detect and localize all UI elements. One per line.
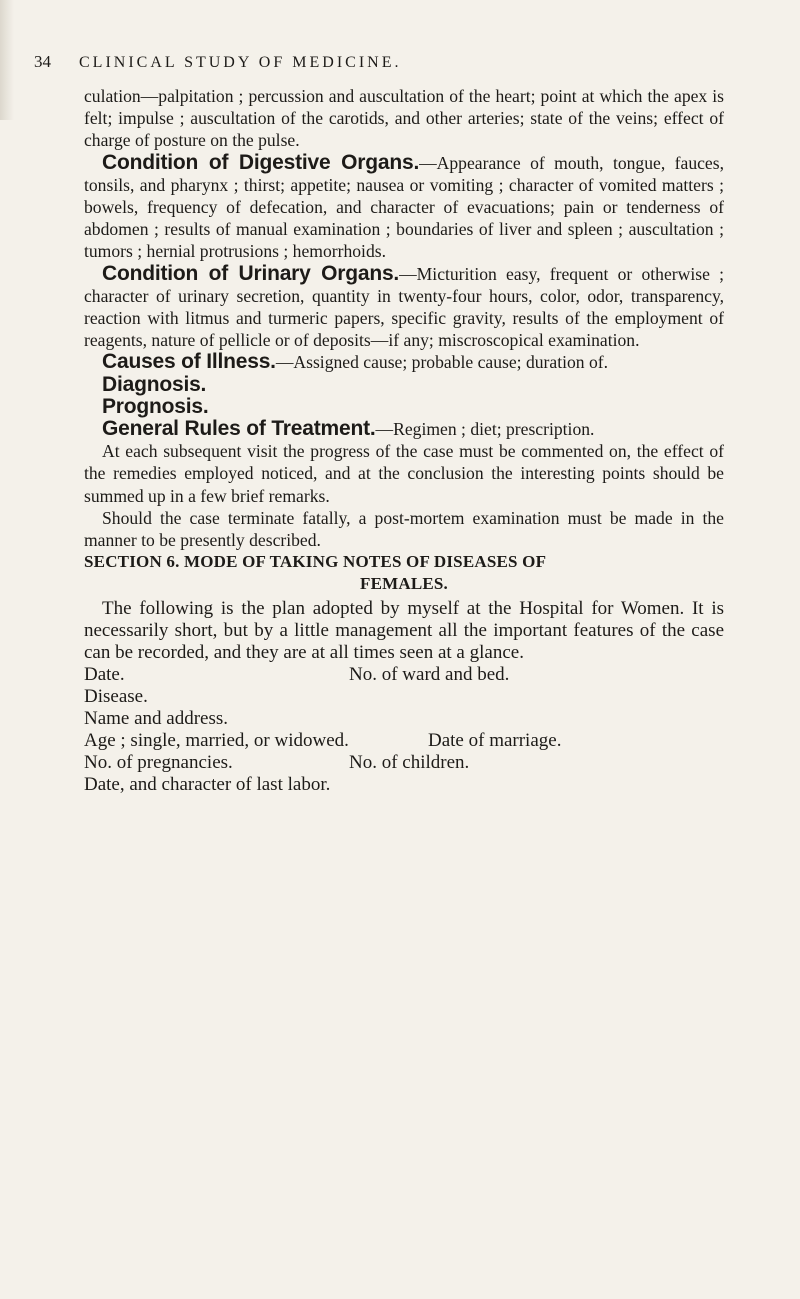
section-intro: The following is the plan adopted by myself at the Hospital for Women. It is necessarily short, but by a little management all the important features of the case can be recorded, and they are at all times seen at a glance. [84,597,724,663]
paragraph-digestive [84,152,724,263]
form-pregnancies: No. of pregnancies. [84,751,233,773]
text-causes: —Assigned cause; probable cause; duration of. [275,352,609,373]
form-children: No. of children. [349,751,470,773]
section-title [84,551,724,595]
paragraph-prognosis [84,396,724,418]
heading-digestive: Condition of Digestive Organs. [102,150,420,174]
page-edge-shadow [0,0,14,120]
form-name-address: Name and address. [84,707,229,729]
running-title: CLINICAL STUDY OF MEDICINE. [79,54,402,71]
form-age: Age ; single, married, or widowed. [84,729,349,751]
paragraph-causes [84,351,724,373]
text-digestive: —Appearance of mouth, tongue, fauces, tonsils, and pharynx ; thirst; appetite; nausea or vomiting ; character of vomited matters ; bowels, frequency of defecation, and character of evacuations; pain or tenderness of abdomen ; results of manual examination ; boundaries of liver and spleen ; auscultation ; tumors ; hernial protrusions ; hemorrhoids. [84,152,724,262]
notes-form [84,598,724,796]
paragraph-subsequent-visit: At each subsequent visit the progress of the case must be commented on, the effect of the remedies employed noticed, and at the conclusion the interesting points should be summed up in a few brief remarks. [84,441,724,506]
text-treatment: —Regimen ; diet; prescription. [375,419,595,440]
form-date: Date. [84,663,125,685]
paragraph-circulation: culation—palpitation ; percussion and auscultation of the heart; point at which the apex is felt; impulse ; auscultation of the carotids, and other arteries; state of the veins; effect of charge of posture on the pulse. [84,86,724,151]
section-title-line2: FEMALES. [359,574,449,594]
running-header [34,52,734,72]
form-ward-bed: No. of ward and bed. [349,663,510,685]
page-text [84,85,724,796]
section-title-line1: SECTION 6. MODE OF TAKING NOTES OF DISEASES OF [84,552,547,572]
heading-diagnosis: Diagnosis. [102,372,207,396]
heading-prognosis: Prognosis. [102,394,209,418]
form-row-date [84,664,724,686]
paragraph-fatal-case: Should the case terminate fatally, a post-mortem examination must be made in the manner to be presently described. [84,507,724,551]
paragraph-urinary [84,263,724,352]
form-last-labor: Date, and character of last labor. [84,773,331,795]
page-number: 34 [34,52,51,71]
heading-causes: Causes of Illness. [102,350,276,374]
heading-treatment: General Rules of Treatment. [102,417,376,441]
form-row-age [84,730,724,752]
form-disease: Disease. [84,685,148,707]
form-marriage: Date of marriage. [428,729,562,751]
heading-urinary: Condition of Urinary Organs. [102,261,400,285]
paragraph-treatment [84,418,724,440]
text-urinary: —Micturition easy, frequent or otherwise ; character of urinary secretion, quantity in twenty-four hours, color, odor, transparency, reaction with litmus and turmeric papers, specific gravity, results of the employment of reagents, nature of pellicle or of deposits—if any; miscroscopical examination. [84,263,724,351]
form-row-pregnancies [84,752,724,774]
paragraph-diagnosis [84,374,724,396]
